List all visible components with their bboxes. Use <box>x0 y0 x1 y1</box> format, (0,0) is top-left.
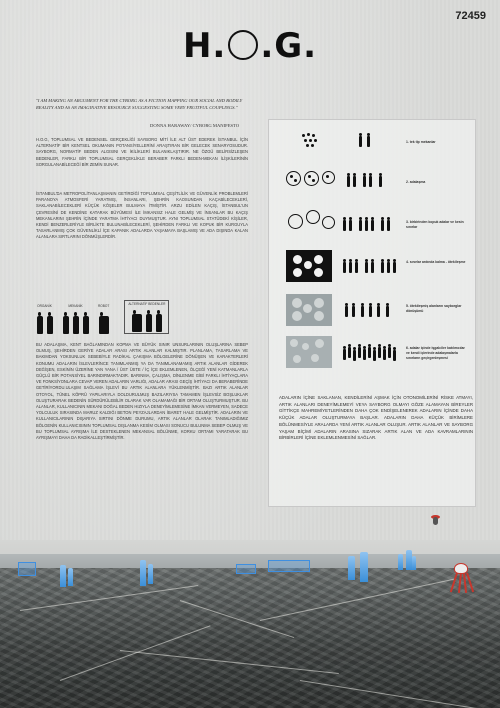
residual-spaces-paragraph: BU ADALAŞMA, KENT BAĞLAMINDAN KOPMA VE BÜYÜK SINIR UNSURLARININ OLUŞLARINA SEBEP OLMUŞ, ŞEHİRDEN GERİYE ADALAR ARASI ARTIK ALANLAR KALMIŞTIR. PLANLAMA, TASARLAMA VE BAKIMDAN YOKSUNLUK SEBEBİYLE RADİKAL ÇAKIŞMA BÖLGELERİNE DÖNÜŞEN VE KARAKTERLERİ KONUMU ADALARIN İSLEVLERİNCE TANIMLANMIŞ YA DA TANIMLANAMAMIŞ ARTIK ALANLAR GİDEREK DEĞİŞEN, ESKİNİN ÜZERİNE YAN YANA / ÜST ÜSTE / İÇ İÇE EKLEMLENEN, ÖLÇEĞİ YENİ KATMANLARLA GÜÇLÜ BİR POTANSİYEL BARINDIRMAKTADIR. BARINMA, ÇALIŞMA, DİNLENME GİBİ FARKLI İHTİYAÇLARA VE FONKSİYONLARA CEVAP VEREN ADALARIN VARLIĞI, ADALAR ARASI GEÇİŞ İHTİYACI DA BERABERİNDE GETİRİYORDU.ULAŞIM SAĞLAMA İŞLEVİ BU ARTIK ALANLARA YÜKLENMİŞTİR. BAZI ARTIK ALANLAR OTOYOL, TÜNEL KÖPRÜ YAPILARIYLA DOLDURULMUŞ BAZILARIYSA TAMAMEN İŞLEVSİZ BOŞLUKLAR OLUŞTURARAK BEDENİN SÜRDÜRÜLEBİLİR OLARAK VAR OLAMAMAĞI BİR ORTAM OLUŞTURMUŞTUR. BU ALANLAR, KULLANICININ MEKANI DOĞAL BEDEN HIZIYLA DENEYİMLEMESİNE İMKAN VERMEYEN, SADECE YOLCULUK SIRASINDA MARUZ KALDIĞI BETON PEYZAJLARDAN İBARET HALE GELMİŞTİR. ADALARIN VE KULLANICILARININ DIŞARIYA SIRTINI DÖNME DURUMU, ARTIK ALANLAR OLARAK TANIMLADIĞIMIZ BÖLGENİN KULLANICISININ TOPLUMSAL DIŞLANMA KESİM OLMASI SONUCU BULUNMA SEBEP OLMUŞ VE BU TOPLUMSAL AYRIŞMA İLE DESTEKLENEN MEKANSAL BÖLÜNME, KORKU ORTAMI YARATARAK BU AYRIŞMAYI DAHA DA RADİKALLEŞTİRMİŞTİR. <box>36 342 248 441</box>
cyborg-silhouette-icon <box>155 310 162 332</box>
context-paragraph: İSTANBUL'DA METROPOLİTANLAŞMANIN GETİRDİĞİ TOPLUMSAL ÇEŞİTLİLİK VE GÜVENLİK PROBLEMLERİ PARANOYA ATMOSFERİ YARATMIŞ, İNSANLARI, ŞEHRİN KAOSUNDAN KAÇABİLECEKLERİ, SAKLANABİLECEKLERİ KÜÇÜK KÖŞELER BULMAYA İTMİŞTİR. ARZU EDİLEN KAÇIŞ, İSTANBUL'UN ÇEVRESİNİ DE KENDİNE KATARAK BÜYÜMESİ İLE İMKANSIZ HALE GELMİŞ VE İNSANLAR BU KAÇIŞ MEKANLARINI ŞEHRİN İÇİNDE YARATMA İHTİYACI DUYMUŞTUR. AYNI TOPLUMSAL STATÜDEKİ KİŞİLER, KENDİ BENZERLERİYLE BİRLİKTE BULUNABİLECEKLERİ, ŞEHİRDEN FARKLI VE KOPUK BİR KURGUYLA TASARLANMIŞ ÇOK GÜVENLİKLİ İÇE KAPANIK ADALARDA YAŞAMAYA BAŞLAMIŞ VE ADA DIŞINDA KALAN ALANLARA SIRTLARINI DÖNMÜŞLERDİR. <box>36 191 248 240</box>
people-icon <box>341 168 401 208</box>
crowd-icon <box>341 334 401 374</box>
transformed-islands-icon <box>284 292 334 332</box>
island-highlight <box>268 560 310 572</box>
figure-label: ROBOT <box>98 304 110 308</box>
person-silhouette-icon <box>72 312 79 334</box>
figure-group-mechanic <box>62 304 89 334</box>
person-silhouette-icon <box>36 312 43 334</box>
body-types-figure <box>36 288 248 334</box>
open-rings-icon <box>284 208 334 248</box>
person-silhouette-icon <box>82 312 89 334</box>
cyborgs-icon <box>341 292 401 332</box>
permeable-islands-icon <box>284 334 334 374</box>
diagram-row-5 <box>269 292 477 332</box>
floating-figure-icon <box>430 515 442 529</box>
diagram-row-1 <box>269 128 477 168</box>
city-aerial-image <box>0 540 500 708</box>
panel-paragraph: ADALARIN İÇİNE SAKLANAN, KENDİLERİNİ AŞMAK İÇİN OTONOMİLERİNİ RİSKE ATMAYI, ARTIK ALANLARI DENEYİMLEMEYİ VEYA SAYBORG OLMAYI GÖZE ALAMAYAN BİREYLER GİTTİKÇE MAHREMİYETLERİNDEN DAHA ÇOK ENDİŞELENEREK ADALARIN İÇİNDE DAHA KÜÇÜK ADALAR OLUŞTURMAYA BAŞLAR. ADALARIN DAHA KÜÇÜK BİRİMLERE BÖLÜNMESİYLE ARALARDA YENİ ARTIK ALANLAR OLUŞUR. ARTIK ALANLAR VE SAYBORG YAŞAM BİÇİMİ ADALARIN ARASINA SIZARAK ARTIK ALAN VE ADA KAVRAMLARININ BİRBİRLERİ İÇİNE EKLEMLENMESİNİ SAĞLAR. <box>279 395 473 441</box>
island-highlight <box>236 564 256 574</box>
tower <box>412 556 416 570</box>
diagram-row-4 <box>269 248 477 288</box>
island-highlight <box>18 562 36 576</box>
dots-grid-icon <box>284 128 334 168</box>
people-icon <box>341 248 401 288</box>
tower <box>60 565 66 587</box>
circle-icon <box>228 30 258 60</box>
cyborg-silhouette-icon <box>131 310 142 332</box>
figure-label: ORGANİK <box>37 304 52 308</box>
figure-group-alternative <box>124 300 169 334</box>
diagram-panel <box>268 119 476 507</box>
diagram-label: 2. adalaşma <box>406 180 426 184</box>
tower <box>140 560 146 586</box>
diagram-label: 5. ötekileşmiş alanların sayborglar dönüşümü <box>406 304 462 313</box>
island-clusters-icon <box>284 168 334 208</box>
robot-silhouette-icon <box>98 312 109 334</box>
cyborg-silhouette-icon <box>145 310 152 332</box>
quote: "I AM MAKING AN ARGUMENT FOR THE CYBORG AS A FICTION MAPPING OUR SOCIAL AND BODILY REALITY AND AS AN IMAGINATIVE RESOURCE SUGGESTING SOME VERY FRUITFUL COUPLINGS." <box>36 98 243 110</box>
tower <box>148 564 153 584</box>
diagram-label: 4. sınırlar ardında kalma - ötekileşme <box>406 260 466 264</box>
person-silhouette-icon <box>46 312 53 334</box>
diagram-label: 3. birbirinden kopuk adalar ve kesin sınırlar <box>406 220 464 229</box>
tower <box>348 556 355 580</box>
person-silhouette-icon <box>62 312 69 334</box>
diagram-row-3 <box>269 208 477 248</box>
poster-code: 72459 <box>455 10 486 22</box>
figure-label: MEKANİK <box>68 304 83 308</box>
title-left: H. <box>182 26 227 66</box>
diagram-row-2 <box>269 168 477 208</box>
tower <box>360 552 368 582</box>
intro-paragraph: H.O.G, TOPLUMSAL VE BEDENSEL GERÇEKLİĞİ SAYBORG MİTİ İLE ALT ÜST EDEREK İSTANBUL İÇİN ALTERNATİF BİR KENTSEL OKUMANIN POTANSİYELLERİNİ ARAŞTIRAN BİR GELECEK SENARYOSUDUR. SAYBORG, NORMATİF BEDEN ALGISINI VE İKİLİKLERİ BULANIKLAŞTIRIR. NE ÖZGÜ BELİRSİZLEŞEN BEDENLER, FARKLI BİR TOPLUMSAL GERÇEKLİKLE BERABER FARKLI BEDEN-MEKAN İLİŞKİLERİNİN SORGULANABİLECEĞİ BİR ZEMİN SUNAR. <box>36 137 248 167</box>
figure-label: ALTERNATİF BEDENLER <box>128 302 166 306</box>
diagram-label: 1. tek tip mekanlar <box>406 140 436 144</box>
figure-group-robot <box>98 304 109 334</box>
poster-title <box>0 26 500 66</box>
title-right: .G. <box>260 26 318 66</box>
diagram-row-6 <box>269 334 477 374</box>
cyborg-creature-icon <box>448 563 474 593</box>
quote-source: DONNA HARAWAY/ CYBORG MANIFESTO <box>150 123 240 128</box>
diagram-label: 6. adalar içinde işgalciler katılımcılar ve kendi içlerinde adalaşmalarla sınırların geçirgenleşmesi <box>406 346 465 360</box>
tower <box>398 554 403 570</box>
people-icon <box>341 208 401 248</box>
tower <box>68 568 73 586</box>
enclosed-islands-icon <box>284 248 334 288</box>
figure-group-organic <box>36 304 53 334</box>
city-ground <box>0 568 500 708</box>
people-icon <box>341 128 401 168</box>
